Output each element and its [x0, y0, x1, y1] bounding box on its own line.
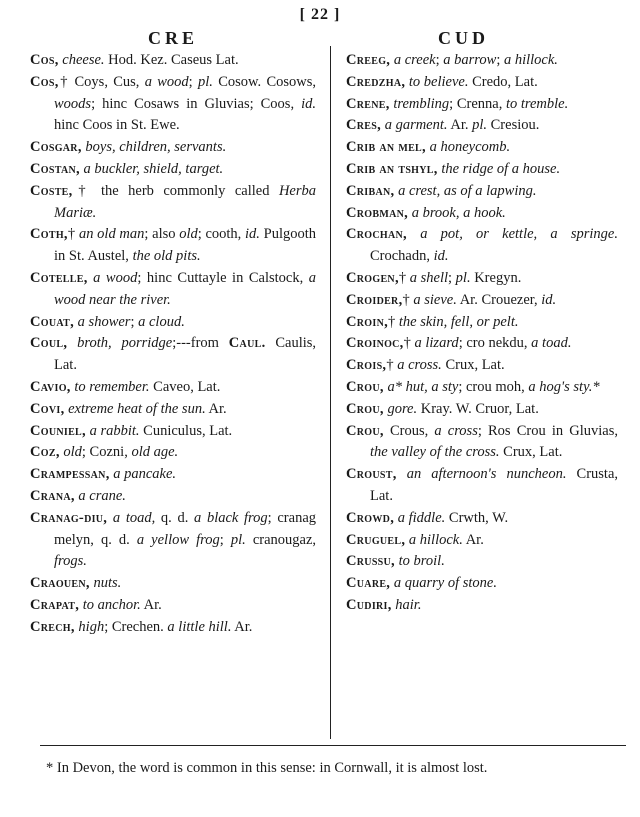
entry-text: Crux, Lat.: [441, 357, 505, 374]
entry-headword: Covi,: [30, 400, 65, 417]
entry-italic-text: a garment.: [384, 117, 448, 134]
entry-headword: Cranag-diu,: [30, 509, 108, 526]
dictionary-entry: [346, 159, 618, 181]
entry-text: † the herb commonly called: [72, 182, 279, 199]
left-column: [30, 50, 316, 639]
right-column: [346, 50, 618, 617]
entry-italic-text: a creek: [393, 52, 436, 68]
entry-italic-text: broth, porridge: [77, 335, 173, 352]
entry-headword: Crois,: [346, 357, 387, 374]
entry-text: Ar.: [140, 596, 162, 613]
dictionary-entry: [346, 355, 618, 377]
entry-headword: Crech,: [30, 618, 75, 635]
entry-italic-text: a sieve.: [413, 291, 457, 308]
dictionary-entry: [30, 72, 316, 137]
entry-italic-text: a wood: [144, 73, 189, 90]
entry-headword: Cruguel,: [346, 531, 406, 548]
entry-italic-text: a quarry of stone.: [393, 575, 497, 592]
dictionary-entry: [346, 203, 618, 225]
dictionary-entry: [30, 50, 316, 72]
entry-headword: Coth,: [30, 226, 68, 243]
entry-text: Credo, Lat.: [468, 73, 538, 90]
entry-text: Crwth, W.: [445, 509, 509, 526]
dictionary-entry: [346, 421, 618, 465]
entry-text: ;: [219, 531, 231, 548]
entry-italic-text: the old pits.: [132, 248, 201, 265]
entry-italic-text: a buckler, shield, target.: [83, 160, 224, 177]
entry-text: †: [403, 335, 415, 352]
page-number: [ 22 ]: [299, 6, 341, 23]
entry-text: Cuniculus, Lat.: [139, 422, 233, 439]
entry-italic-text: a shower: [77, 313, 131, 330]
entry-italic-text: boys, children, servants.: [85, 139, 227, 156]
dictionary-entry: [30, 159, 316, 181]
entry-italic-text: an afternoon's nuncheon.: [406, 466, 567, 483]
entry-headword: Crou,: [346, 400, 384, 417]
entry-italic-text: high: [78, 618, 105, 635]
entry-italic-text: a cloud.: [138, 313, 185, 330]
dictionary-entry: [346, 268, 618, 290]
entry-headword: Cotelle,: [30, 269, 88, 286]
entry-headword: Cuare,: [346, 575, 391, 592]
dictionary-entry: [346, 224, 618, 268]
entry-text: ;: [130, 313, 139, 330]
entry-text: † Coys, Cus,: [58, 73, 145, 90]
dictionary-entry: [346, 573, 618, 595]
entry-text: †: [388, 313, 399, 330]
entry-headword: Cres,: [346, 117, 382, 134]
entry-italic-text: a lizard: [414, 335, 459, 352]
entry-italic-text: a crane.: [78, 487, 126, 504]
entry-italic-text: to remember.: [74, 378, 150, 395]
dictionary-entry: [30, 617, 316, 639]
entry-italic-text: a honeycomb.: [429, 139, 511, 156]
entry-small-caps-text: Caul.: [228, 335, 266, 352]
entry-italic-text: old: [179, 226, 198, 243]
entry-headword: Craouen,: [30, 575, 90, 592]
dictionary-entry: [346, 595, 618, 617]
entry-headword: Crib an mel,: [346, 139, 426, 156]
entry-headword: Crowd,: [346, 509, 395, 526]
entry-italic-text: a fiddle.: [397, 509, 446, 526]
dictionary-entry: [30, 595, 316, 617]
entry-headword: Cos,: [30, 52, 59, 68]
entry-text: Crux, Lat.: [499, 444, 563, 461]
dictionary-entry: [346, 551, 618, 573]
entry-text: cranougaz,: [245, 531, 317, 548]
entry-text: ; Crechen.: [104, 618, 168, 635]
entry-text: Caulis, Lat.: [54, 335, 317, 374]
entry-italic-text: a hillock.: [503, 52, 558, 68]
entry-text: ; also: [144, 226, 180, 243]
entry-text: [397, 466, 407, 482]
dictionary-entry: [30, 442, 316, 464]
entry-italic-text: to broil.: [398, 553, 445, 570]
entry-headword: Costan,: [30, 160, 80, 177]
entry-italic-text: to believe.: [408, 73, 469, 90]
entry-italic-text: a hog's sty.*: [528, 378, 600, 395]
left-column-heading: CRE: [148, 28, 199, 48]
entry-headword: Crussu,: [346, 553, 395, 570]
entry-headword: Cos,: [30, 73, 59, 90]
entry-headword: Couat,: [30, 313, 75, 330]
column-divider: [330, 46, 331, 739]
entry-italic-text: extreme heat of the sun.: [68, 400, 206, 417]
entry-italic-text: hair.: [395, 596, 422, 613]
entry-italic-text: the valley of the cross.: [370, 444, 500, 461]
entry-italic-text: a cross: [434, 422, 478, 439]
entry-text: †: [398, 269, 410, 286]
entry-italic-text: a little hill.: [167, 618, 232, 635]
entry-headword: Crib an tshyl,: [346, 160, 438, 177]
dictionary-entry: [346, 312, 618, 334]
entry-italic-text: a toad.: [531, 335, 572, 352]
entry-italic-text: a* hut, a sty: [387, 378, 459, 395]
dictionary-entry: [346, 290, 618, 312]
dictionary-entry: [30, 268, 316, 312]
entry-italic-text: a pot, or kettle, a springe.: [420, 226, 618, 243]
entry-headword: Crou,: [346, 422, 384, 439]
footnote-rule: [40, 745, 626, 746]
entry-italic-text: a crest, as of a lapwing.: [398, 182, 537, 199]
entry-italic-text: a wood: [93, 269, 138, 286]
dictionary-entry: [30, 333, 316, 377]
entry-text: Kray. W. Cruor, Lat.: [417, 400, 539, 417]
entry-italic-text: nuts.: [93, 575, 122, 592]
entry-italic-text: a shell: [409, 269, 449, 286]
entry-headword: Criban,: [346, 182, 395, 199]
entry-headword: Coste,: [30, 182, 73, 199]
dictionary-entry: [30, 224, 316, 268]
entry-italic-text: a barrow: [443, 52, 497, 68]
entry-text: Crusta, Lat.: [370, 466, 619, 504]
entry-headword: Crogen,: [346, 269, 399, 286]
dictionary-entry: [30, 181, 316, 225]
entry-text: Ar.: [205, 400, 227, 417]
entry-italic-text: woods: [54, 95, 92, 112]
dictionary-entry: [346, 181, 618, 203]
entry-italic-text: to tremble.: [505, 95, 569, 112]
entry-italic-text: old: [63, 444, 82, 461]
dictionary-entry: [30, 486, 316, 508]
entry-text: ; Cozni,: [81, 444, 132, 461]
entry-italic-text: pl.: [230, 531, 246, 548]
entry-text: Ar.: [462, 531, 484, 548]
entry-headword: Creeg,: [346, 52, 391, 68]
entry-italic-text: frogs.: [54, 553, 87, 570]
entry-headword: Coul,: [30, 335, 68, 352]
dictionary-entry: [346, 333, 618, 355]
entry-italic-text: the ridge of a house.: [441, 160, 561, 177]
entry-text: ; Crenna,: [449, 95, 506, 112]
entry-text: ; hinc Cosaws in Gluvias; Coos,: [91, 95, 302, 112]
dictionary-entry: [30, 508, 316, 573]
dictionary-entry: [30, 399, 316, 421]
dictionary-entry: [346, 137, 618, 159]
entry-italic-text: id.: [301, 95, 316, 112]
entry-headword: Credzha,: [346, 73, 406, 90]
dictionary-entry: [30, 464, 316, 486]
entry-italic-text: a yellow frog: [136, 531, 220, 548]
dictionary-entry: [346, 94, 618, 116]
entry-italic-text: Herba Mariæ.: [54, 182, 316, 221]
entry-text: †: [67, 226, 79, 243]
entry-text: †: [386, 357, 398, 374]
entry-headword: Crene,: [346, 95, 390, 112]
entry-headword: Crobman,: [346, 204, 409, 221]
entry-text: ;: [448, 269, 456, 286]
dictionary-entry: [346, 508, 618, 530]
entry-text: Crous,: [383, 422, 435, 439]
entry-headword: Croust,: [346, 466, 397, 483]
entry-italic-text: a rabbit.: [89, 422, 140, 439]
entry-text: Kregyn.: [470, 269, 522, 286]
entry-text: Ar.: [447, 117, 473, 134]
entry-italic-text: old age.: [131, 444, 179, 461]
entry-italic-text: cheese.: [62, 52, 105, 68]
entry-text: Ar.: [231, 618, 253, 635]
entry-headword: Couniel,: [30, 422, 86, 439]
entry-text: ; crou moh,: [458, 378, 529, 395]
entry-italic-text: trembling: [393, 95, 450, 112]
entry-italic-text: the skin, fell, or pelt.: [398, 313, 519, 330]
entry-italic-text: an old man: [78, 226, 145, 243]
entry-text: Cosow. Cosows,: [212, 73, 317, 90]
entry-italic-text: a black frog: [194, 509, 268, 526]
entry-headword: Crochan,: [346, 226, 407, 243]
dictionary-entry: [346, 50, 618, 72]
right-column-heading: CUD: [438, 28, 489, 48]
entry-text: [67, 335, 77, 351]
entry-headword: Croider,: [346, 291, 403, 308]
entry-text: Caveo, Lat.: [149, 378, 221, 395]
dictionary-entry: [30, 137, 316, 159]
entry-headword: Crana,: [30, 487, 75, 504]
entry-italic-text: pl.: [198, 73, 213, 90]
entry-text: ; cranag melyn, q. d.: [54, 509, 317, 548]
entry-italic-text: to anchor.: [82, 596, 141, 613]
entry-italic-text: a brook, a hook.: [411, 204, 506, 221]
entry-text: ;: [435, 52, 444, 68]
entry-headword: Crapat,: [30, 596, 80, 613]
dictionary-entry: [346, 72, 618, 94]
dictionary-entry: [30, 421, 316, 443]
entry-text: Ar. Crouezer,: [456, 291, 542, 308]
dictionary-entry: [30, 573, 316, 595]
entry-italic-text: id.: [245, 226, 260, 243]
entry-headword: Croin,: [346, 313, 389, 330]
entry-italic-text: a wood near the river.: [54, 269, 317, 308]
entry-text: ; cro nekdu,: [458, 335, 532, 352]
dictionary-entry: [30, 377, 316, 399]
entry-text: q. d.: [155, 509, 195, 526]
entry-headword: Cosgar,: [30, 139, 82, 156]
entry-italic-text: a cross.: [397, 357, 442, 374]
entry-headword: Cavio,: [30, 378, 71, 395]
entry-text: Hod. Kez. Caseus Lat.: [104, 52, 239, 68]
dictionary-entry: [346, 377, 618, 399]
entry-text: ; hinc Cuttayle in Calstock,: [137, 269, 309, 286]
entry-text: ;---from: [172, 335, 229, 352]
entry-italic-text: pl.: [455, 269, 471, 286]
entry-text: ;: [188, 73, 198, 90]
entry-headword: Crampessan,: [30, 466, 110, 483]
entry-text: †: [402, 291, 414, 308]
entry-italic-text: a hillock.: [408, 531, 463, 548]
entry-text: [407, 226, 420, 242]
dictionary-entry: [346, 464, 618, 508]
entry-italic-text: a toad,: [112, 509, 156, 526]
footnote: * In Devon, the word is common in this sense: in Cornwall, it is almost lost.: [46, 760, 488, 776]
entry-italic-text: id.: [433, 248, 449, 265]
dictionary-entry: [30, 312, 316, 334]
entry-italic-text: gore.: [387, 400, 418, 417]
entry-headword: Crou,: [346, 378, 384, 395]
dictionary-entry: [346, 530, 618, 552]
entry-text: hinc Coos in St. Ewe.: [54, 117, 180, 134]
entry-text: Pulgooth in St. Austel,: [54, 226, 317, 265]
entry-headword: Cudiri,: [346, 596, 392, 613]
dictionary-entry: [346, 399, 618, 421]
entry-headword: Croinoc,: [346, 335, 404, 352]
entry-text: Crochadn,: [370, 248, 434, 265]
entry-headword: Coz,: [30, 444, 60, 461]
dictionary-entry: [346, 115, 618, 137]
entry-italic-text: id.: [541, 291, 557, 308]
entry-italic-text: a pancake.: [113, 466, 177, 483]
entry-text: ; Ros Crou in Gluvias,: [477, 422, 618, 439]
entry-text: Cresiou.: [487, 117, 540, 134]
entry-text: ;: [496, 52, 504, 68]
entry-text: ; cooth,: [197, 226, 246, 243]
entry-italic-text: pl.: [472, 117, 488, 134]
